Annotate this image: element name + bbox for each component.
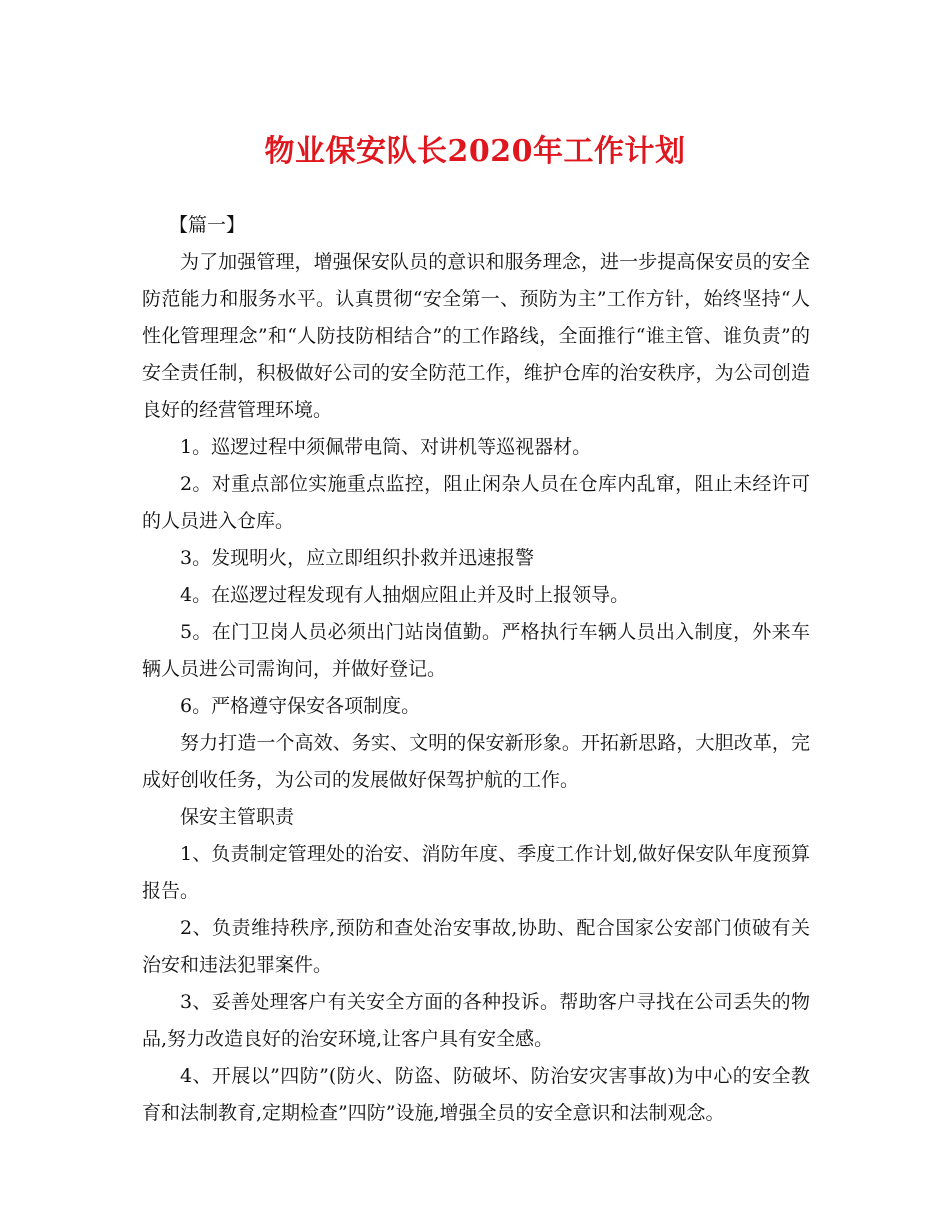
list-item: 6。严格遵守保安各项制度。 xyxy=(180,695,421,717)
duty-item: 1、负责制定管理处的治安、消防年度、季度工作计划,做好保安队年度预算报告。 xyxy=(142,843,810,902)
subsection-heading: 保安主管职责 xyxy=(180,806,295,828)
list-item: 1。巡逻过程中须佩带电筒、对讲机等巡视器材。 xyxy=(180,436,592,458)
document-title: 物业保安队长2020年工作计划 xyxy=(264,134,686,169)
document-body xyxy=(142,207,810,1132)
section-label: 【篇一】 xyxy=(169,214,246,236)
duty-item: 2、负责维持秩序,预防和查处治安事故,协助、配合国家公安部门侦破有关治安和违法犯罪案件。 xyxy=(142,917,810,976)
intro-paragraph: 为了加强管理，增强保安队员的意识和服务理念，进一步提高保安员的安全防范能力和服务水平。认真贯彻“安全第一、预防为主”工作方针，始终坚持“人性化管理理念”和“人防技防相结合”的工作路线，全面推行“谁主管、谁负责”的安全责任制，积极做好公司的安全防范工作，维护仓库的治安秩序，为公司创造良好的经营管理环境。 xyxy=(142,251,810,421)
closing-paragraph: 努力打造一个高效、务实、文明的保安新形象。开拓新思路，大胆改革，完成好创收任务，为公司的发展做好保驾护航的工作。 xyxy=(142,732,810,791)
duty-item: 3、妥善处理客户有关安全方面的各种投诉。帮助客户寻找在公司丢失的物品,努力改造良好的治安环境,让客户具有安全感。 xyxy=(142,991,810,1050)
list-item: 5。在门卫岗人员必须出门站岗值勤。严格执行车辆人员出入制度，外来车辆人员进公司需询问，并做好登记。 xyxy=(142,621,810,680)
list-item: 3。发现明火，应立即组织扑救并迅速报警 xyxy=(180,547,535,569)
list-item: 4。在巡逻过程发现有人抽烟应阻止并及时上报领导。 xyxy=(180,584,630,606)
duty-item: 4、开展以”四防”(防火、防盗、防破坏、防治安灾害事故)为中心的安全教育和法制教育,定期检查”四防”设施,增强全员的安全意识和法制观念。 xyxy=(142,1065,810,1124)
list-item: 2。对重点部位实施重点监控，阻止闲杂人员在仓库内乱窜，阻止未经许可的人员进入仓库。 xyxy=(142,473,810,532)
